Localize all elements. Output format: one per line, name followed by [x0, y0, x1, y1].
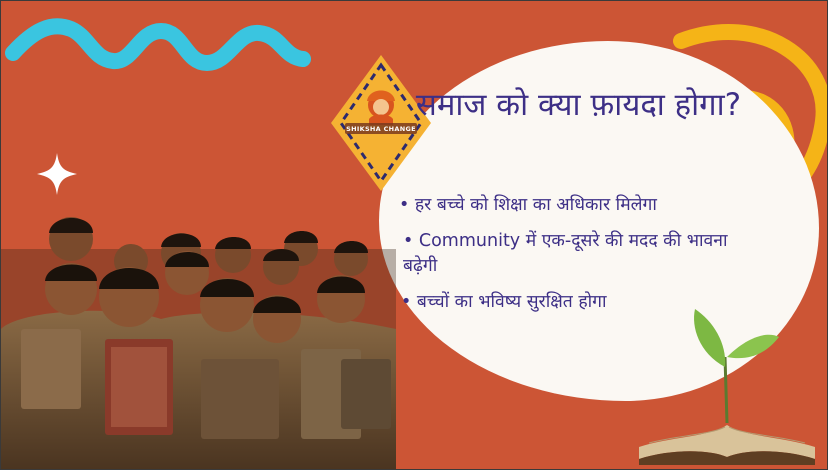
- sparkle-icon: [37, 153, 77, 195]
- leaf-right: [727, 335, 779, 358]
- bullet-item: • Community में एक-दूसरे की मदद की भावना बढ़ेगी: [403, 231, 728, 276]
- slide-title: समाज को क्या फ़ायदा होगा?: [415, 87, 742, 123]
- zigzag-line: [13, 26, 303, 63]
- bullet-item: • बच्चों का भविष्य सुरक्षित होगा: [401, 292, 607, 312]
- book-plant-illustration: [629, 297, 825, 467]
- logo-text: SHIKSHA CHANGE: [346, 125, 416, 133]
- shiksha-change-logo: [329, 53, 433, 193]
- leaf-left: [694, 309, 725, 367]
- children-with-books-photo: [1, 209, 396, 470]
- bullet-item: • हर बच्चे को शिक्षा का अधिकार मिलेगा: [399, 195, 657, 215]
